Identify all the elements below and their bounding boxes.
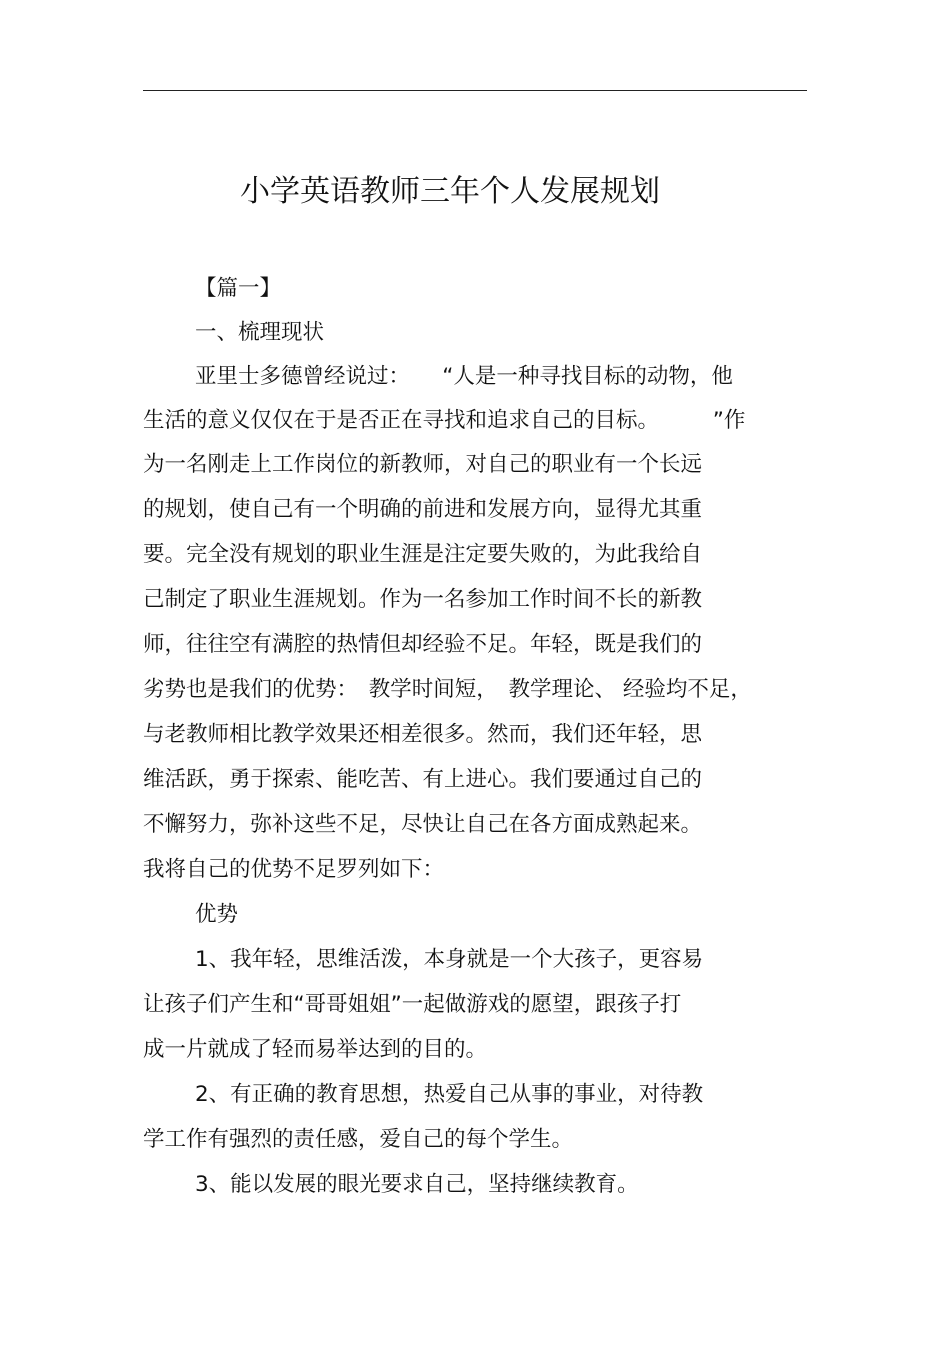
- paragraph-line: 要。完全没有规划的职业生涯是注定要失败的，为此我给自: [143, 542, 703, 567]
- list-item-line: 3、能以发展的眼光要求自己，坚持继续教育。: [195, 1172, 639, 1197]
- paragraph-line: 维活跃，勇于探索、能吃苦、有上进心。我们要通过自己的: [143, 767, 703, 792]
- paragraph-line: 劣势也是我们的优势： 教学时间短， 教学理论、 经验均不足，: [143, 677, 752, 702]
- paragraph-line: 不懈努力，弥补这些不足，尽快让自己在各方面成熟起来。: [143, 812, 703, 837]
- list-item-line: 1、我年轻，思维活泼，本身就是一个大孩子，更容易: [195, 947, 704, 972]
- section-label: 【篇一】: [195, 276, 282, 301]
- list-item-line: 2、有正确的教育思想，热爱自己从事的事业，对待教: [195, 1082, 704, 1107]
- list-item-line: 学工作有强烈的责任感，爱自己的每个学生。: [143, 1127, 574, 1152]
- list-item-line: 让孩子们产生和“哥哥姐姐”一起做游戏的愿望，跟孩子打: [143, 992, 682, 1017]
- header-rule: [143, 90, 807, 91]
- subsection-heading: 优势: [195, 902, 239, 927]
- list-item-line: 成一片就成了轻而易举达到的目的。: [143, 1037, 488, 1062]
- paragraph-line: 己制定了职业生涯规划。作为一名参加工作时间不长的新教: [143, 587, 703, 612]
- document-title: 小学英语教师三年个人发展规划: [240, 174, 660, 209]
- paragraph-line: 生活的意义仅仅在于是否正在寻找和追求自己的目标。 ”作: [143, 408, 746, 433]
- paragraph-line: 我将自己的优势不足罗列如下：: [143, 857, 445, 882]
- paragraph-line: 的规划，使自己有一个明确的前进和发展方向，显得尤其重: [143, 497, 703, 522]
- paragraph-line: 与老教师相比教学效果还相差很多。然而，我们还年轻，思: [143, 722, 703, 747]
- paragraph-line: 亚里士多德曾经说过： “人是一种寻找目标的动物，他: [195, 364, 733, 389]
- paragraph-line: 师，往往空有满腔的热情但却经验不足。年轻，既是我们的: [143, 632, 703, 657]
- paragraph-line: 为一名刚走上工作岗位的新教师，对自己的职业有一个长远: [143, 452, 703, 477]
- section-heading: 一、梳理现状: [195, 320, 325, 345]
